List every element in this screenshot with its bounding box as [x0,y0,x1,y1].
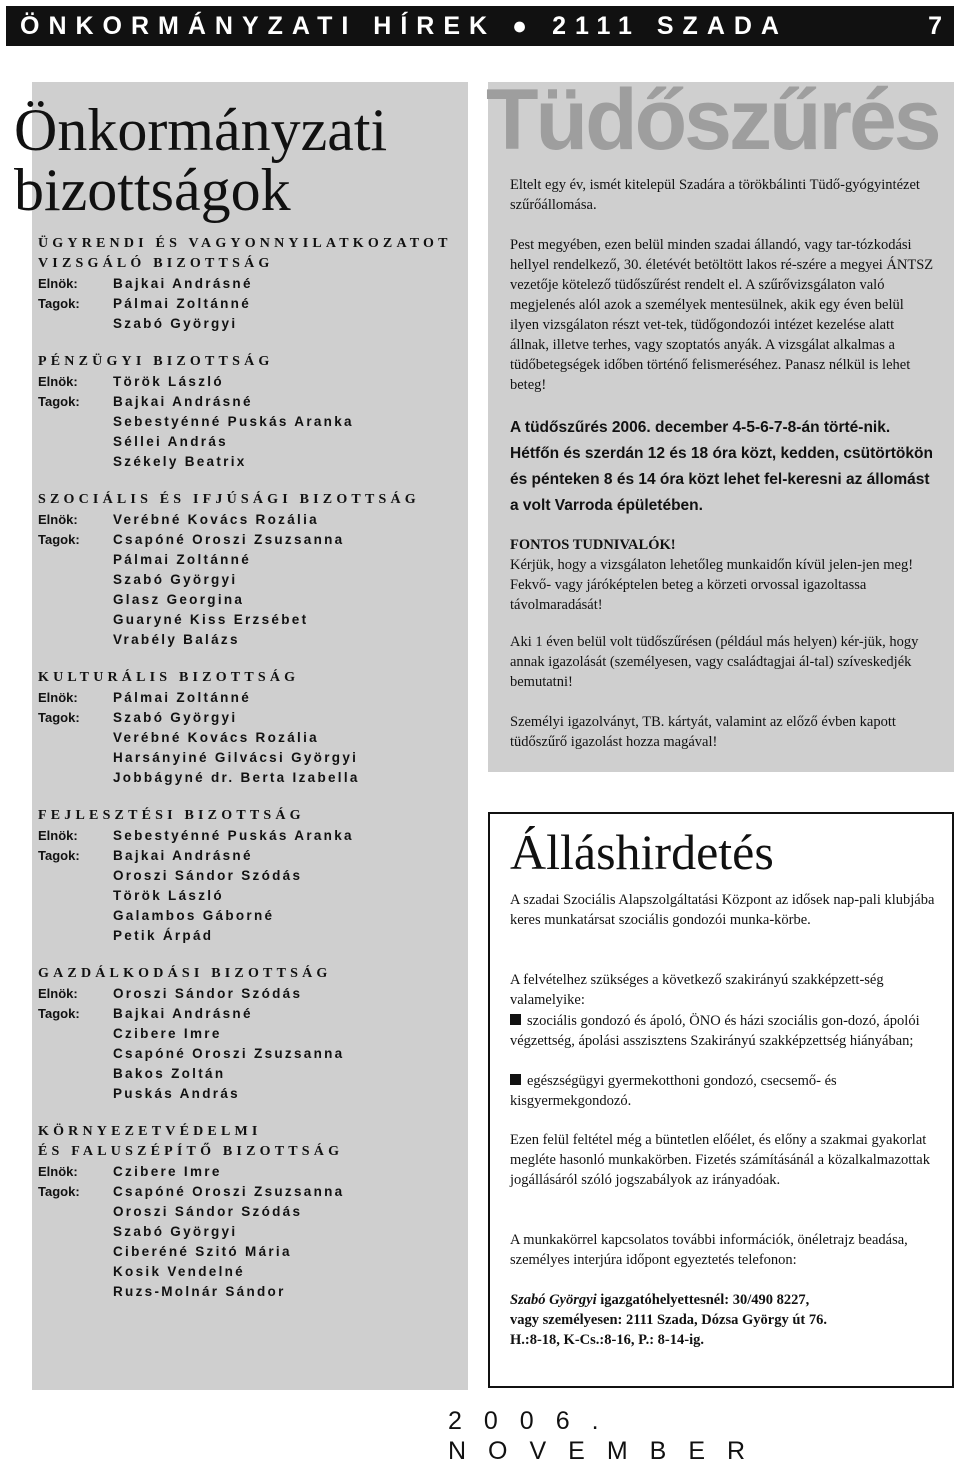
committee-member-row [38,510,468,530]
member-role: Elnök: [38,690,78,705]
member-name: Galambos Gáborné [113,908,275,923]
committee-member-row [38,926,468,946]
member-role [38,866,113,886]
square-bullet-icon [510,1074,521,1085]
committee-member-row [38,1262,468,1282]
committee-member-row [38,274,468,294]
member-role: Elnök: [38,986,78,1001]
committee-member-row [38,1162,468,1182]
contact-name: Szabó Györgyi [510,1292,597,1308]
committee-title: KULTURÁLIS BIZOTTSÁG [38,670,300,685]
member-name: Verébné Kovács Rozália [113,512,319,527]
committee-title: SZOCIÁLIS ÉS IFJÚSÁGI BIZOTTSÁG [38,492,420,507]
issue-date: 2006. NOVEMBER [448,1407,768,1465]
committee-member-row [38,886,468,906]
committee-member-row [38,846,468,866]
member-role [38,432,113,452]
committee-title: ÉS FALUSZÉPÍTŐ BIZOTTSÁG [38,1144,344,1159]
committee-title: VIZSGÁLÓ BIZOTTSÁG [38,256,274,271]
committee-member-row [38,1282,468,1302]
member-name: Verébné Kovács Rozália [113,730,319,745]
page-number: 7 [928,12,942,40]
committee-member-row [38,590,468,610]
member-role [38,1222,113,1242]
committee-member-row [38,768,468,788]
committee-member-row [38,748,468,768]
member-role [38,1084,113,1104]
member-role [38,1064,113,1084]
job-requirements: A felvételhez szükséges a következő szakirányú szakképzett-ség valamelyike: [510,972,884,1008]
member-name: Bajkai Andrásné [113,1006,253,1021]
member-role [38,1044,113,1064]
screening-intro: Eltelt egy év, ismét kitelepül Szadára a törökbálinti Tüdő-gyógyintézet szűrőállomása. [510,177,920,213]
member-name: Harsányiné Gilvácsi Györgyi [113,750,359,765]
member-role: Elnök: [38,374,78,389]
committee-member-row [38,432,468,452]
member-role: Elnök: [38,512,78,527]
member-name: Jobbágyné dr. Berta Izabella [113,770,360,785]
committee-member-row [38,1064,468,1084]
committee-member-row [38,294,468,314]
job-intro: A szadai Szociális Alapszolgáltatási Központ az idősek nap-pali klubjába keres munkatársat szociális gondozói munka-körbe. [510,892,935,928]
member-name: Czibere Imre [113,1026,222,1041]
member-name: Szabó Györgyi [113,572,238,587]
member-name: Ciberéné Szitó Mária [113,1244,292,1259]
committee-member-row [38,530,468,550]
member-role [38,768,113,788]
committee-member-row [38,826,468,846]
member-name: Sebestyénné Puskás Aranka [113,828,354,843]
committees-list [38,234,468,1320]
member-name: Szabó Györgyi [113,1224,238,1239]
committee-member-row [38,392,468,412]
committee-member-row [38,866,468,886]
committee-member-row [38,728,468,748]
square-bullet-icon [510,1014,521,1025]
member-role [38,570,113,590]
committee-member-row [38,906,468,926]
job-bullet-2 [510,1071,935,1111]
screening-title: Tüdőszűrés [486,72,939,168]
committee-member-row [38,1044,468,1064]
job-conditions: Ezen felül feltétel még a büntetlen előélet, és előny a szakmai gyakorlat megléte hasonló munkakörben. Fizetés számításánál a közalkalmazottak jogállásáról szóló jogszabályok az irányadóak. [510,1132,930,1188]
member-name: Csapóné Oroszi Zsuzsanna [113,532,345,547]
member-role [38,412,113,432]
committee-member-row [38,1202,468,1222]
committee-section [38,1122,468,1302]
committee-member-row [38,314,468,334]
committee-member-row [38,610,468,630]
job-bullet-1 [510,1011,935,1051]
member-role [38,1262,113,1282]
member-role: Tagok: [38,296,80,311]
member-name: Csapóné Oroszi Zsuzsanna [113,1184,345,1199]
contact-phone: igazgatóhelyettesnél: 30/490 8227, [596,1292,810,1308]
header-text: ÖNKORMÁNYZATI HÍREK ● 2111 SZADA [20,12,788,40]
member-name: Csapóné Oroszi Zsuzsanna [113,1046,345,1061]
committee-section [38,234,468,334]
committee-title: FEJLESZTÉSI BIZOTTSÁG [38,808,305,823]
screening-proof: Aki 1 éven belül volt tüdőszűrésen (például más helyen) kér-jük, hogy annak igazolását (személyesen, vagy családtagjai ál-tal) szíveskedjék bemutatni! [510,634,919,690]
committee-member-row [38,688,468,708]
committees-title [14,97,464,223]
member-name: Pálmai Zoltánné [113,296,252,311]
job-title: Álláshirdetés [510,824,774,880]
committee-member-row [38,1242,468,1262]
title-line-1: Önkormányzati [14,97,388,163]
member-role [38,610,113,630]
member-name: Kosik Vendelné [113,1264,245,1279]
member-role [38,748,113,768]
member-name: Oroszi Sándor Szódás [113,868,303,883]
member-role: Elnök: [38,1164,78,1179]
committee-member-row [38,708,468,728]
committee-section [38,352,468,472]
committee-section [38,490,468,650]
committee-member-row [38,570,468,590]
page-header-bar [6,6,954,46]
member-role [38,1242,113,1262]
member-name: Oroszi Sándor Szódás [113,986,303,1001]
committee-title: KÖRNYEZETVÉDELMI [38,1124,262,1139]
member-name: Török László [113,374,224,389]
committee-member-row [38,452,468,472]
member-role [38,1202,113,1222]
member-name: Bajkai Andrásné [113,394,253,409]
committee-title: PÉNZÜGYI BIZOTTSÁG [38,354,274,369]
committee-member-row [38,550,468,570]
member-name: Sebestyénné Puskás Aranka [113,414,354,429]
bullet-1-text: szociális gondozó és ápoló, ÖNO és házi szociális gon-dozó, ápolói végzettség, ápolási asszisztens Szakirányú szakképzettség hiányában; [510,1013,920,1049]
member-role [38,886,113,906]
member-name: Pálmai Zoltánné [113,690,252,705]
committee-member-row [38,1024,468,1044]
title-line-2: bizottságok [14,157,291,223]
committee-member-row [38,1182,468,1202]
committee-member-row [38,412,468,432]
member-role [38,906,113,926]
member-role: Tagok: [38,532,80,547]
important-text: Kérjük, hogy a vizsgálaton lehetőleg munkaidőn kívül jelen-jen meg! Fekvő- vagy járóképtelen beteg a körzeti orvossal igazoltassa távolmaradását! [510,557,914,613]
committee-member-row [38,1222,468,1242]
member-role: Tagok: [38,394,80,409]
member-role [38,590,113,610]
member-role: Tagok: [38,848,80,863]
member-role: Tagok: [38,710,80,725]
screening-documents: Személyi igazolványt, TB. kártyát, valamint az előző évben kapott tüdőszűrő igazolást hozza magával! [510,714,896,750]
member-name: Bajkai Andrásné [113,848,253,863]
member-role: Elnök: [38,828,78,843]
member-role [38,926,113,946]
important-heading: FONTOS TUDNIVALÓK! [510,537,676,553]
bullet-2-text: egészségügyi gyermekotthoni gondozó, csecsemő- és kisgyermekgondozó. [510,1073,837,1109]
member-role [38,314,113,334]
member-name: Séllei András [113,434,228,449]
member-name: Bakos Zoltán [113,1066,226,1081]
member-role [38,630,113,650]
member-name: Petik Árpád [113,928,214,943]
member-name: Czibere Imre [113,1164,222,1179]
committee-member-row [38,630,468,650]
member-name: Szabó Györgyi [113,316,238,331]
committee-member-row [38,1004,468,1024]
screening-body: Pest megyében, ezen belül minden szadai állandó, vagy tar-tózkodási hellyel rendelkező, 30. életévét betöltött lakos ré-szére a megyei ÁNTSZ vezetője kötelező tüdőszűrést rendelt el. A szűrővizsgálaton való megjelenés alól azok a személyek mentesülnek, akik egy éven belül ilyen vizsgálaton részt vet-tek, tüdőgondozói intézet kezelése alatt állnak, illetve terhes, vagy szoptatós anyák. A vizsgálat alkalmas a tüdőbetegségek időben történő felismeréséhez. Panasz nélkül is lehet beteg! [510,237,934,393]
member-name: Glasz Georgina [113,592,245,607]
contact-hours: H.:8-18, K-Cs.:8-16, P.: 8-14-ig. [510,1332,704,1348]
member-role: Tagok: [38,1184,80,1199]
member-name: Puskás András [113,1086,240,1101]
committee-member-row [38,372,468,392]
member-name: Oroszi Sándor Szódás [113,1204,303,1219]
member-role [38,550,113,570]
member-name: Török László [113,888,224,903]
member-role: Elnök: [38,276,78,291]
member-name: Vrabély Balázs [113,632,240,647]
committee-section [38,964,468,1104]
screening-important [510,535,935,615]
member-name: Székely Beatrix [113,454,247,469]
contact-address: vagy személyesen: 2111 Szada, Dózsa György út 76. [510,1312,827,1328]
job-contact-intro: A munkakörrel kapcsolatos további információk, önéletrajz beadása, személyes interjúra időpont egyeztetés telefonon: [510,1232,908,1268]
member-name: Guaryné Kiss Erzsébet [113,612,309,627]
committee-section [38,668,468,788]
committee-member-row [38,984,468,1004]
member-role [38,728,113,748]
job-contact [510,1290,935,1350]
member-role [38,1024,113,1044]
member-name: Ruzs-Molnár Sándor [113,1284,286,1299]
member-name: Szabó Györgyi [113,710,238,725]
member-role [38,452,113,472]
screening-schedule: A tüdőszűrés 2006. december 4-5-6-7-8-án törté-nik. Hétfőn és szerdán 12 és 18 óra közt, kedden, csütörtökön és pénteken 8 és 14 óra közt lehet fel-keresni az állomást a volt Varroda épületében. [510,419,933,514]
member-name: Pálmai Zoltánné [113,552,252,567]
committee-title: ÜGYRENDI ÉS VAGYONNYILATKOZATOT [38,236,452,251]
member-role: Tagok: [38,1006,80,1021]
committee-title: GAZDÁLKODÁSI BIZOTTSÁG [38,966,332,981]
member-role [38,1282,113,1302]
committee-section [38,806,468,946]
committee-member-row [38,1084,468,1104]
member-name: Bajkai Andrásné [113,276,253,291]
